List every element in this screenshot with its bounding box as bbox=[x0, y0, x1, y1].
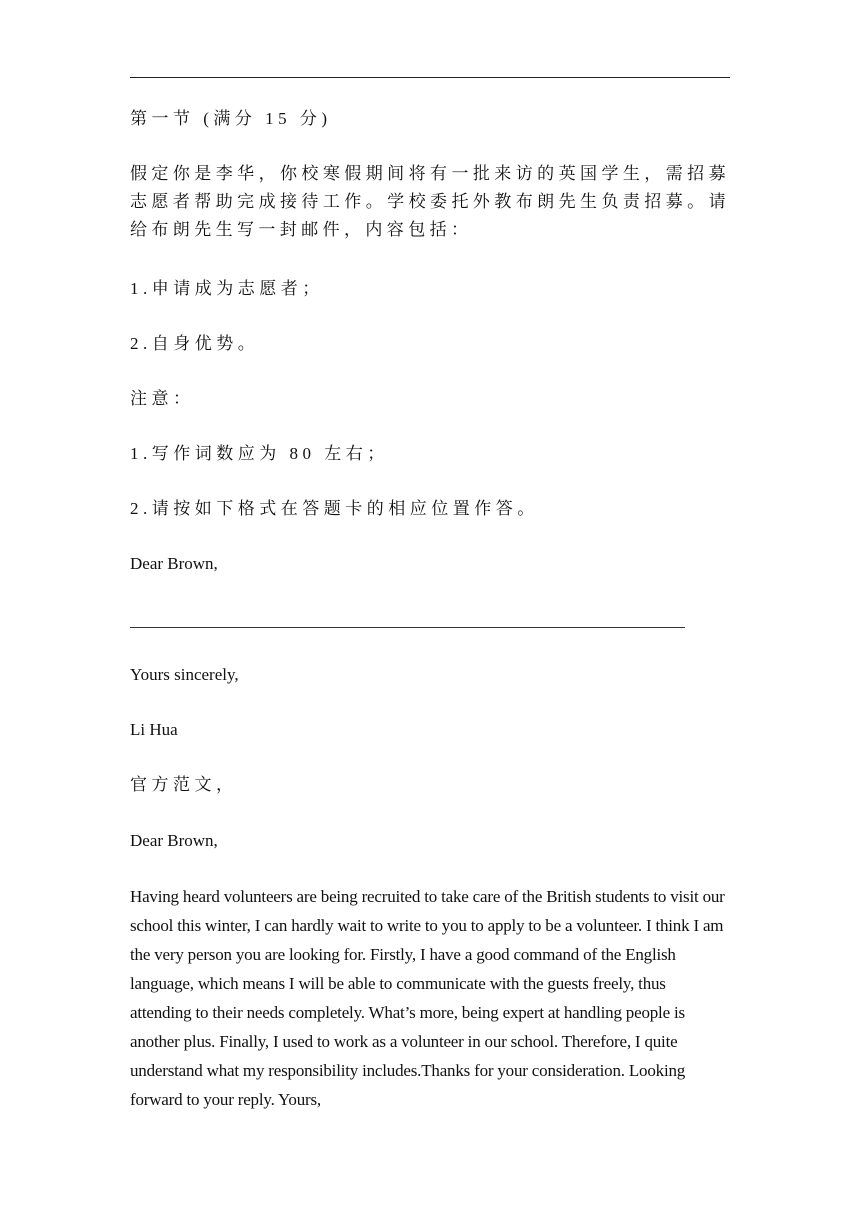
template-signature: Li Hua bbox=[130, 720, 178, 739]
model-essay-body: Having heard volunteers are being recruited to take care of the British students to visit our school this winter, I can hardly wait to write to you to apply to be a volunteer. I think I am the very person you are looking for. Firstly, I have a good command of the English language, which means I will be able to communicate with the guests freely, thus attending to their needs completely. What’s more, being expert at handling people is another plus. Finally, I used to work as a volunteer in our school. Therefore, I quite understand what my responsibility includes.Thanks for your consideration. Looking forward to your reply. Yours, bbox=[130, 887, 725, 1109]
template-closing: Yours sincerely, bbox=[130, 665, 239, 684]
content-point-2: 2.自身优势。 bbox=[130, 334, 260, 353]
content-point-1: 1.申请成为志愿者； bbox=[130, 279, 324, 298]
note-1: 1.写作词数应为 80 左右； bbox=[130, 444, 389, 463]
model-essay-heading: 官方范文， bbox=[130, 775, 238, 794]
note-2: 2.请按如下格式在答题卡的相应位置作答。 bbox=[130, 499, 539, 518]
model-salutation: Dear Brown, bbox=[130, 831, 218, 850]
notes-heading: 注意： bbox=[130, 389, 195, 408]
template-salutation: Dear Brown, bbox=[130, 554, 218, 573]
header-rule bbox=[130, 77, 730, 78]
section-heading: 第一节 (满分 15 分) bbox=[130, 109, 332, 128]
writing-prompt: 假定你是李华，你校寒假期间将有一批来访的英国学生，需招募志愿者帮助完成接待工作。学校委托外教布朗先生负责招募。请给布朗先生写一封邮件，内容包括： bbox=[130, 164, 730, 239]
answer-line bbox=[130, 627, 685, 628]
